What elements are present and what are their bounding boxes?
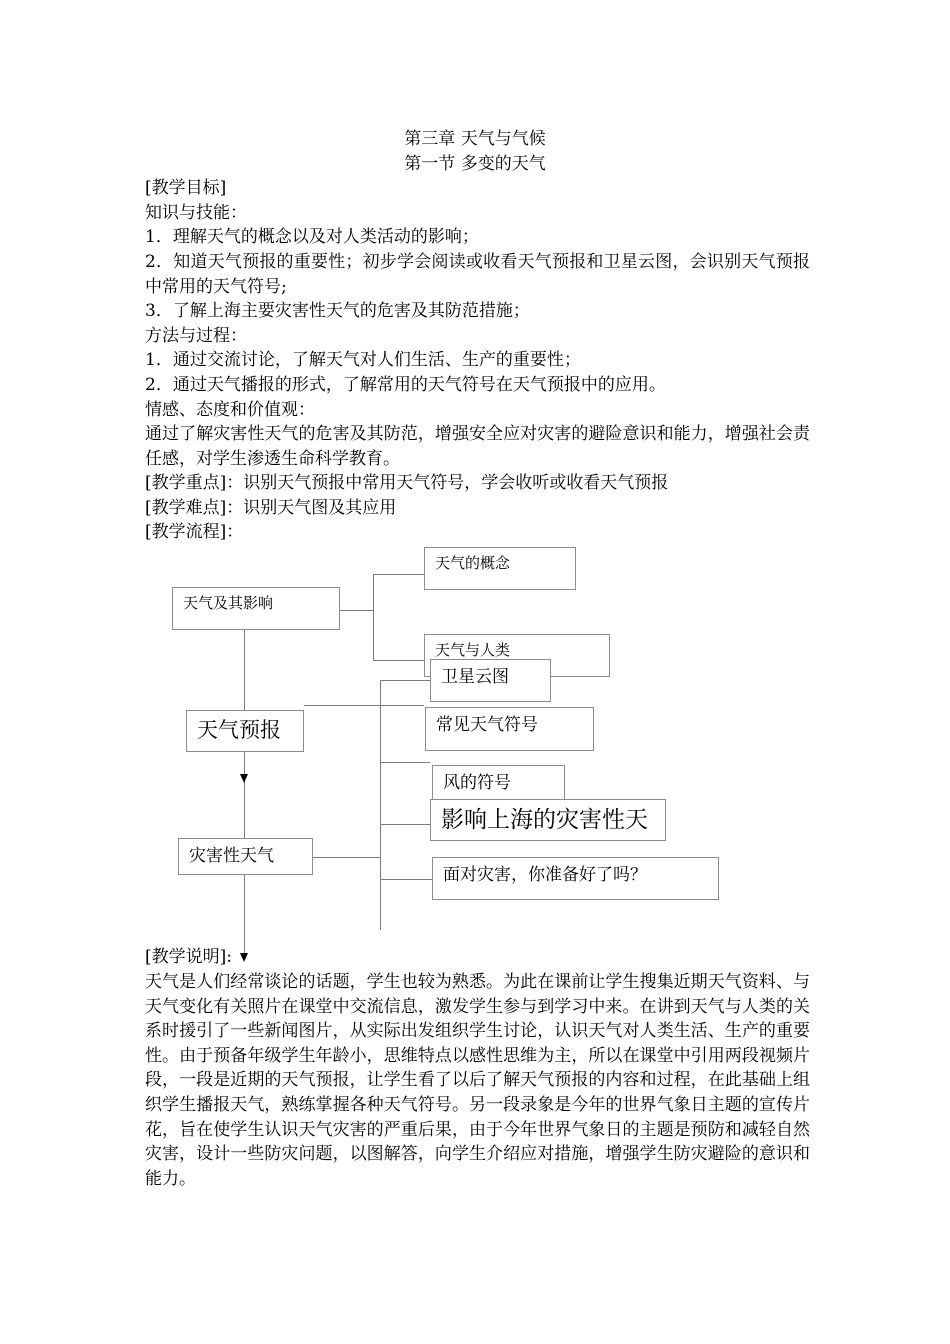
connector [373,574,374,660]
box-label: 风的符号 [443,773,511,793]
attitude-heading: 情感、态度和价值观： [145,400,315,420]
box-label: 面对灾害，你准备好了吗？ [443,865,647,885]
box-common-symbols [425,707,594,751]
attitude-text: 通过了解灾害性天气的危害及其防范，增强安全应对灾害的避险意识和能力，增强社会责任感，对学生渗透生命科学教育。 [145,424,810,469]
box-disaster-weather [178,838,313,875]
box-shanghai-disaster [430,799,666,841]
box-label: 常见天气符号 [436,715,538,735]
box-forecast [186,710,304,752]
flow-heading: [教学流程]： [145,522,244,542]
arrow-down-icon [240,774,248,783]
box-label: 卫星云图 [441,667,509,687]
box-weather-impact [172,587,340,630]
method-heading: 方法与过程： [145,326,247,346]
connector [380,879,432,880]
knowledge-heading: 知识与技能： [145,203,247,223]
box-label: 天气与人类 [435,641,511,659]
connector [313,857,380,858]
key-point: [教学重点]：识别天气预报中常用天气符号，学会收听或收看天气预报 [145,473,669,493]
connector [244,875,245,955]
chapter-title: 第三章 天气与气候 [404,129,546,149]
box-label: 天气的概念 [435,554,511,572]
knowledge-item-2: 2．知道天气预报的重要性；初步学会阅读或收看天气预报和卫星云图，会识别天气预报中常用的天气符号; [145,252,810,297]
knowledge-item-3: 3．了解上海主要灾害性天气的危害及其防范措施； [145,301,530,321]
connector [340,610,374,611]
connector [380,824,430,825]
difficulty: [教学难点]：识别天气图及其应用 [145,498,397,518]
explanation-text: 天气是人们经常谈论的话题，学生也较为熟悉。为此在课前让学生搜集近期天气资料、与天气变化有关照片在课堂中交流信息，激发学生参与到学习中来。在讲到天气与人类的关系时援引了一些新闻图片，从实际出发组织学生讨论，认识天气对人类生活、生产的重要性。由于预备年级学生年龄小，思维特点以感性思维为主，所以在课堂中引用两段视频片段，一段是近期的天气预报，让学生看了以后了解天气预报的内容和过程，在此基础上组织学生播报天气，熟练掌握各种天气符号。另一段录象是今年的世界气象日主题的宣传片花，旨在使学生认识天气灾害的严重后果，由于今年世界气象日的主题是预防和减轻自然灾害，设计一些防灾问题，以图解答，向学生介绍应对措施，增强学生防灾避险的意识和能力。 [145,972,810,1189]
box-label: 灾害性天气 [189,846,274,866]
connector [380,680,381,930]
knowledge-item-1: 1．理解天气的概念以及对人类活动的影响； [145,227,479,247]
connector [380,762,430,763]
connector [373,574,425,575]
box-face-disaster [432,857,719,900]
connector [244,630,245,710]
box-label: 天气及其影响 [183,594,274,612]
connector [244,752,245,838]
box-label: 影响上海的灾害性天 [441,807,648,833]
box-label: 天气预报 [197,718,281,742]
objectives-heading: [教学目标] [145,178,227,198]
box-satellite-cloud [430,659,551,702]
section-title: 第一节 多变的天气 [404,154,546,174]
method-item-2: 2．通过天气播报的形式，了解常用的天气符号在天气预报中的应用。 [145,375,666,395]
method-item-1: 1．通过交流讨论，了解天气对人们生活、生产的重要性； [145,350,581,370]
box-weather-concept [424,547,576,590]
connector [304,705,424,706]
connector [373,660,425,661]
connector [380,680,430,681]
explanation-heading: [教学说明]: [145,947,232,967]
